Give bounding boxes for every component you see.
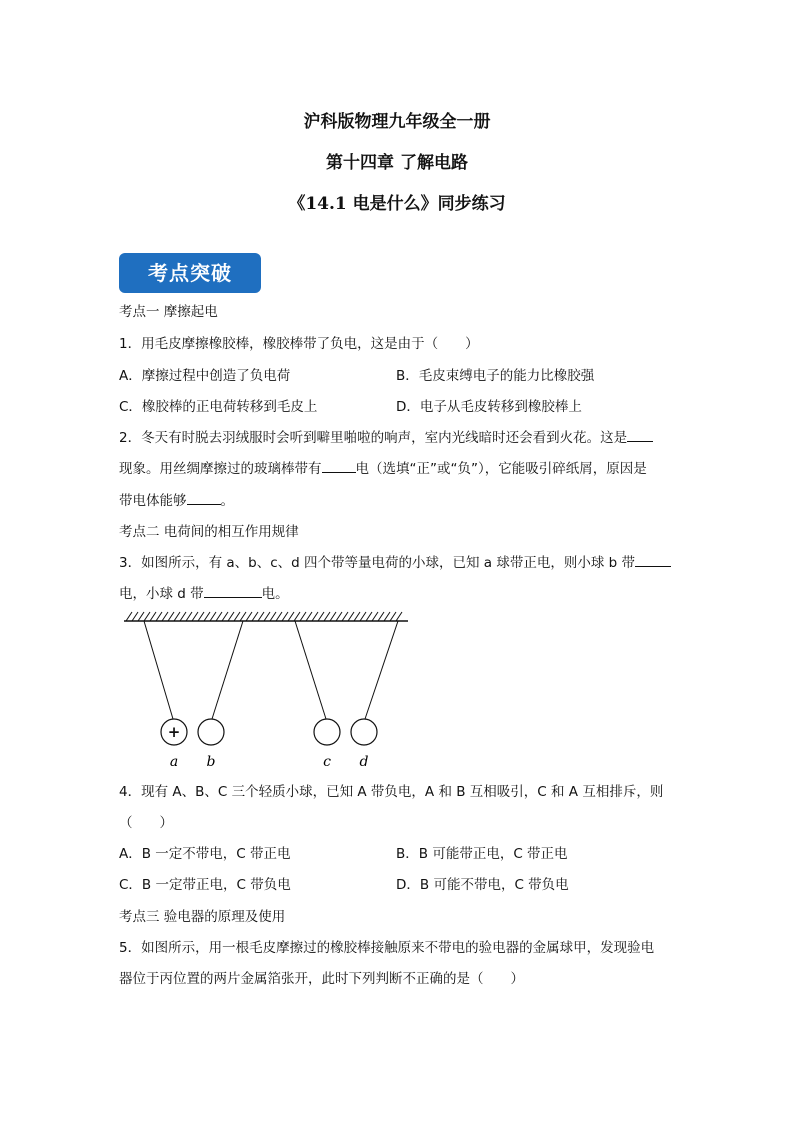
- question-2-text-3a: 带电体能够: [119, 493, 187, 509]
- answer-blank: [322, 458, 356, 473]
- section-heading-3: 考点三 验电器的原理及使用: [119, 909, 286, 925]
- string-d: [365, 621, 398, 719]
- section-badge: [119, 253, 261, 293]
- question-1-option-c: C．橡胶棒的正电荷转移到毛皮上: [119, 399, 318, 415]
- answer-blank: [204, 583, 262, 598]
- question-2-line-2: [119, 457, 647, 477]
- question-4-option-b: B．B 可能带正电，C 带正电: [396, 846, 568, 862]
- question-4-option-c: C．B 一定带正电，C 带负电: [119, 877, 291, 893]
- answer-blank: [627, 427, 653, 442]
- label-b: b: [206, 754, 216, 770]
- string-a: [144, 621, 173, 719]
- question-4-option-a: A．B 一定不带电，C 带正电: [119, 846, 291, 862]
- question-1-option-b: B．毛皮束缚电子的能力比橡胶强: [396, 368, 595, 384]
- question-3-line-1: [119, 551, 671, 571]
- question-1-option-a: A．摩擦过程中创造了负电荷: [119, 368, 291, 384]
- ball-d: [351, 719, 377, 745]
- question-3-text-2a: 电，小球 d 带: [119, 586, 204, 602]
- question-2-text-1: 2．冬天有时脱去羽绒服时会听到噼里啪啦的响声，室内光线暗时还会看到火花。这是: [119, 430, 628, 446]
- question-4-option-d: D．B 可能不带电，C 带负电: [396, 877, 569, 893]
- question-1-option-d: D．电子从毛皮转移到橡胶棒上: [396, 399, 582, 415]
- answer-blank: [187, 490, 221, 505]
- question-2-line-1: [119, 426, 653, 446]
- ball-b: [198, 719, 224, 745]
- question-1-stem: 1．用毛皮摩擦橡胶棒，橡胶棒带了负电，这是由于（ ）: [119, 336, 479, 352]
- string-c: [295, 621, 326, 719]
- section-badge-label: 考点突破: [148, 261, 232, 285]
- plus-sign: +: [167, 723, 181, 741]
- question-4-line-1: 4．现有 A、B、C 三个轻质小球，已知 A 带负电，A 和 B 互相吸引，C 和 A 互相排斥，则: [119, 784, 664, 800]
- doc-title-chapter: 第十四章 了解电路: [326, 153, 468, 173]
- ball-c: [314, 719, 340, 745]
- question-3-line-2: [119, 582, 289, 602]
- doc-title-lesson: 《14.1 电是什么》同步练习: [288, 194, 506, 214]
- string-b: [212, 621, 243, 719]
- section-heading-2: 考点二 电荷间的相互作用规律: [119, 524, 299, 540]
- question-2-line-3: [119, 489, 234, 509]
- suspended-balls-figure: [118, 604, 418, 774]
- label-d: d: [359, 754, 369, 770]
- question-5-line-2: 器位于丙位置的两片金属箔张开，此时下列判断不正确的是（ ）: [119, 971, 524, 987]
- question-2-text-3b: 。: [220, 493, 234, 509]
- question-4-line-2: （ ）: [119, 815, 173, 831]
- section-heading-1: 考点一 摩擦起电: [119, 304, 218, 320]
- label-a: a: [169, 754, 179, 770]
- ceiling-hatching: [126, 612, 402, 621]
- question-2-text-2a: 现象。用丝绸摩擦过的玻璃棒带有: [119, 461, 322, 477]
- question-3-text-2b: 电。: [261, 586, 289, 602]
- answer-blank: [635, 552, 671, 567]
- doc-title-book: 沪科版物理九年级全一册: [303, 112, 491, 132]
- question-3-text-1: 3．如图所示，有 a、b、c、d 四个带等量电荷的小球，已知 a 球带正电，则小球 b 带: [119, 555, 636, 571]
- label-c: c: [323, 754, 331, 770]
- question-2-text-2b: 电（选填“正”或“负”），它能吸引碎纸屑，原因是: [355, 461, 647, 477]
- question-5-line-1: 5．如图所示，用一根毛皮摩擦过的橡胶棒接触原来不带电的验电器的金属球甲，发现验电: [119, 940, 655, 956]
